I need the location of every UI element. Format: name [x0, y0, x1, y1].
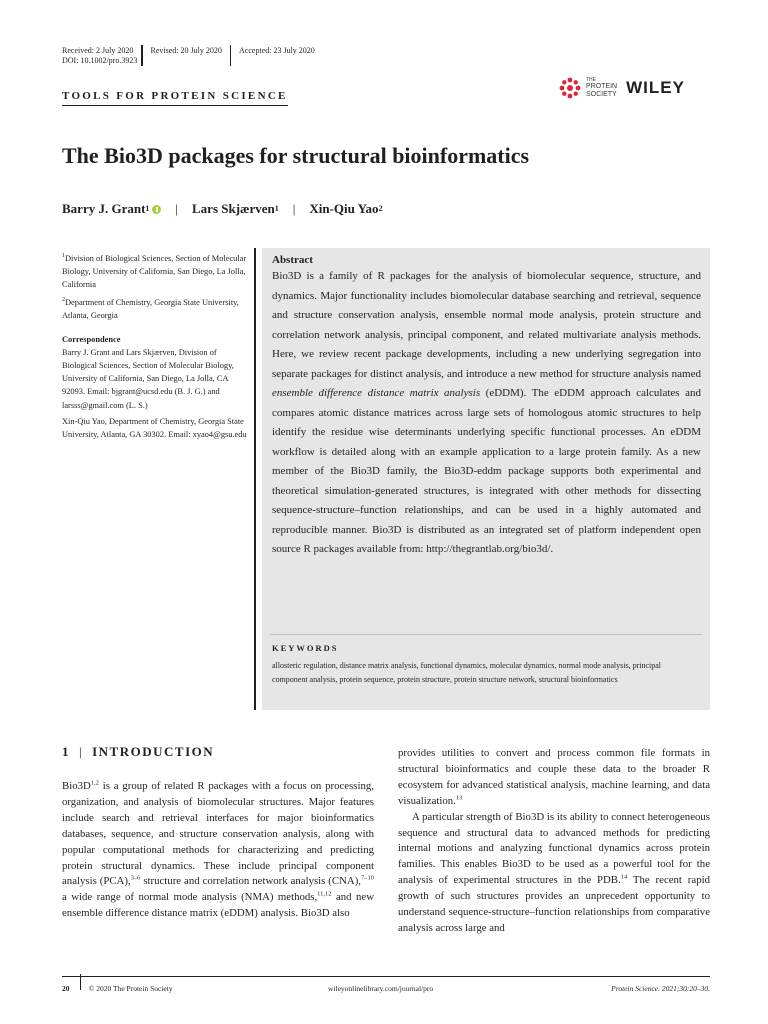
intro-column-2 [398, 746, 710, 937]
citation-sup[interactable]: 1,2 [90, 779, 99, 787]
abstract-content [272, 254, 701, 560]
footer-rule [62, 976, 710, 977]
page-footer [62, 980, 710, 996]
author-separator: | [175, 201, 179, 216]
doi[interactable]: DOI: 10.1002/pro.3923 [62, 56, 138, 65]
citation-sup[interactable]: 14 [620, 873, 628, 881]
protein-society-wordmark: THE PROTEIN SOCIETY [586, 77, 618, 98]
citation-sup[interactable]: 11,12 [317, 890, 332, 898]
revised-date: Revised: 20 July 2020 [150, 46, 222, 55]
paragraph-text: The recent rapid growth of such structures provides an unprecedent opportunity to understand sequence-structure–function relationships from comparative analysis across large and [398, 874, 710, 934]
paragraph-text: provides utilities to convert and process common file formats in structural bioinformatics and couple these data to the broader R ecosystem for advanced statistical analysis, machine learning, and data visualization. [398, 747, 710, 807]
wiley-logo: WILEY [626, 78, 685, 97]
section-bar: | [79, 744, 84, 759]
correspondence-1: Barry J. Grant and Lars Skjærven, Division of Biological Sciences, Section of Molecular Biology, University of California, San Diego, La Jolla, CA 92093. Email: bjgrant@ucsd.edu (B. J. G.) and larsss@gmail.com (L. S.) [62, 347, 234, 410]
author-separator: | [292, 201, 296, 216]
paragraph-text: is a group of related R packages with a focus on processing, organization, and analysis of biomolecular structures. Major features include search and retrieval interfaces for major bioinformatics databases, sequence, and structure conservation analysis, along with popular computational methods for characterizing and predicting protein structural dynamics. These include principal component analysis (PCA), [62, 780, 374, 888]
correspondence-2: Xin-Qiu Yao, Department of Chemistry, Georgia State University, Atlanta, GA 30302. Email: xyao4@gsu.edu [62, 416, 247, 440]
paragraph-text: Bio3D [62, 780, 91, 792]
citation-sup[interactable]: 13 [455, 794, 463, 802]
received-date: Received: 2 July 2020 [62, 46, 134, 55]
author-name[interactable]: Lars Skjærven [192, 201, 275, 216]
paragraph-text: structure and correlation network analysis (CNA), [140, 875, 361, 888]
affiliation-1: $^1$Division of Biological Sciences, Section of Molecular Biology, University of California, San Diego, La Jolla, California [62, 253, 247, 290]
article-title: The Bio3D packages for structural bioinformatics [62, 143, 530, 168]
intro-heading [62, 744, 214, 760]
abstract-text: Bio3D is a family of R packages for the analysis of biomolecular sequence, structure, and dynamics. Major functionality includes biomolecular database searching and retrieval, sequence and structure conservation analysis, ensemble normal mode analysis, protein structure and correlation network analysis, principal component, and related multivariate analysis methods. Here, we review recent package developments, including a new underlying segregation into separate packages for distinct analysis, and introduce a new method for structure analysis named ensemble difference distance matrix analysis (eDDM). The eDDM approach calculates and compares atomic distance matrices across large sets of homologous atomic structures to help identify the residue wise determinants underlying specific functional processes. An eDDM workflow is detailed along with an example application to a large protein family. As a new member of the Bio3D family, the Bio3D-eddm package supports both experimental and theoretical simulation-generated structures, is integrated with other methods for dissecting sequence-structure–function relationships, and can be used in a highly automated and reproducible manner. Bio3D is distributed as an integrated set of platform independent open source R packages available from: http://thegrantlab.org/bio3d/. [272, 270, 701, 555]
protein-society-logo-icon [558, 76, 582, 100]
copyright: © 2020 The Protein Society [88, 983, 173, 993]
author-list [62, 201, 383, 217]
abstract-box [262, 248, 710, 710]
intro-paragraph [398, 746, 710, 810]
affiliation-2: $^2$Department of Chemistry, Georgia State University, Atlanta, Georgia [62, 297, 239, 321]
intro-paragraph [62, 779, 374, 922]
orcid-icon[interactable] [152, 205, 161, 214]
publisher-logos[interactable] [558, 76, 685, 100]
abstract-heading: Abstract [272, 254, 313, 266]
keywords-divider [270, 634, 702, 635]
divider [141, 45, 142, 66]
author-affiliation-sup: 2 [378, 203, 383, 213]
section-tag: TOOLS FOR PROTEIN SCIENCE [62, 90, 288, 106]
paragraph-text: and new ensemble difference distance matrix (eDDM) analysis. Bio3D also [62, 891, 374, 920]
section-number: 1 [62, 744, 70, 759]
page-number: 20 [62, 983, 70, 993]
author-affiliation-sup: 1 [274, 203, 279, 213]
journal-citation: Protein Science. 2021;30:20–30. [611, 983, 710, 993]
author-name[interactable]: Xin-Qiu Yao [309, 201, 379, 216]
intro-paragraph [398, 810, 710, 937]
author-affiliation-sup: 1 [145, 203, 150, 213]
footer-divider [80, 974, 81, 990]
keywords-heading: KEYWORDS [272, 643, 339, 653]
section-title: INTRODUCTION [92, 744, 215, 759]
column-divider [254, 248, 256, 710]
divider [230, 45, 231, 66]
citation-sup[interactable]: 3–6 [130, 874, 141, 882]
journal-url[interactable]: wileyonlinelibrary.com/journal/pro [328, 983, 434, 993]
intro-column-1 [62, 779, 374, 922]
paragraph-text: A particular strength of Bio3D is its ability to connect heterogeneous sequence and structural data to advanced methods for predicting internal motions and analyzing functional dynamics across protein families. This enables Bio3D to be used as a powerful tool for the analysis of experimental structures in the PDB. [398, 810, 710, 887]
correspondence-heading: Correspondence [62, 334, 121, 344]
citation-sup[interactable]: 7–10 [361, 874, 374, 882]
author-name[interactable]: Barry J. Grant [62, 201, 146, 216]
accepted-date: Accepted: 23 July 2020 [239, 46, 315, 55]
keywords-list: allosteric regulation, distance matrix analysis, functional dynamics, molecular dynamics, normal mode analysis, principal component analysis, protein sequence, protein structure, protein structure network, structural bioinformatics [272, 661, 661, 684]
paragraph-text: a wide range of normal mode analysis (NMA) methods, [62, 891, 318, 904]
affiliations-column [62, 250, 247, 444]
